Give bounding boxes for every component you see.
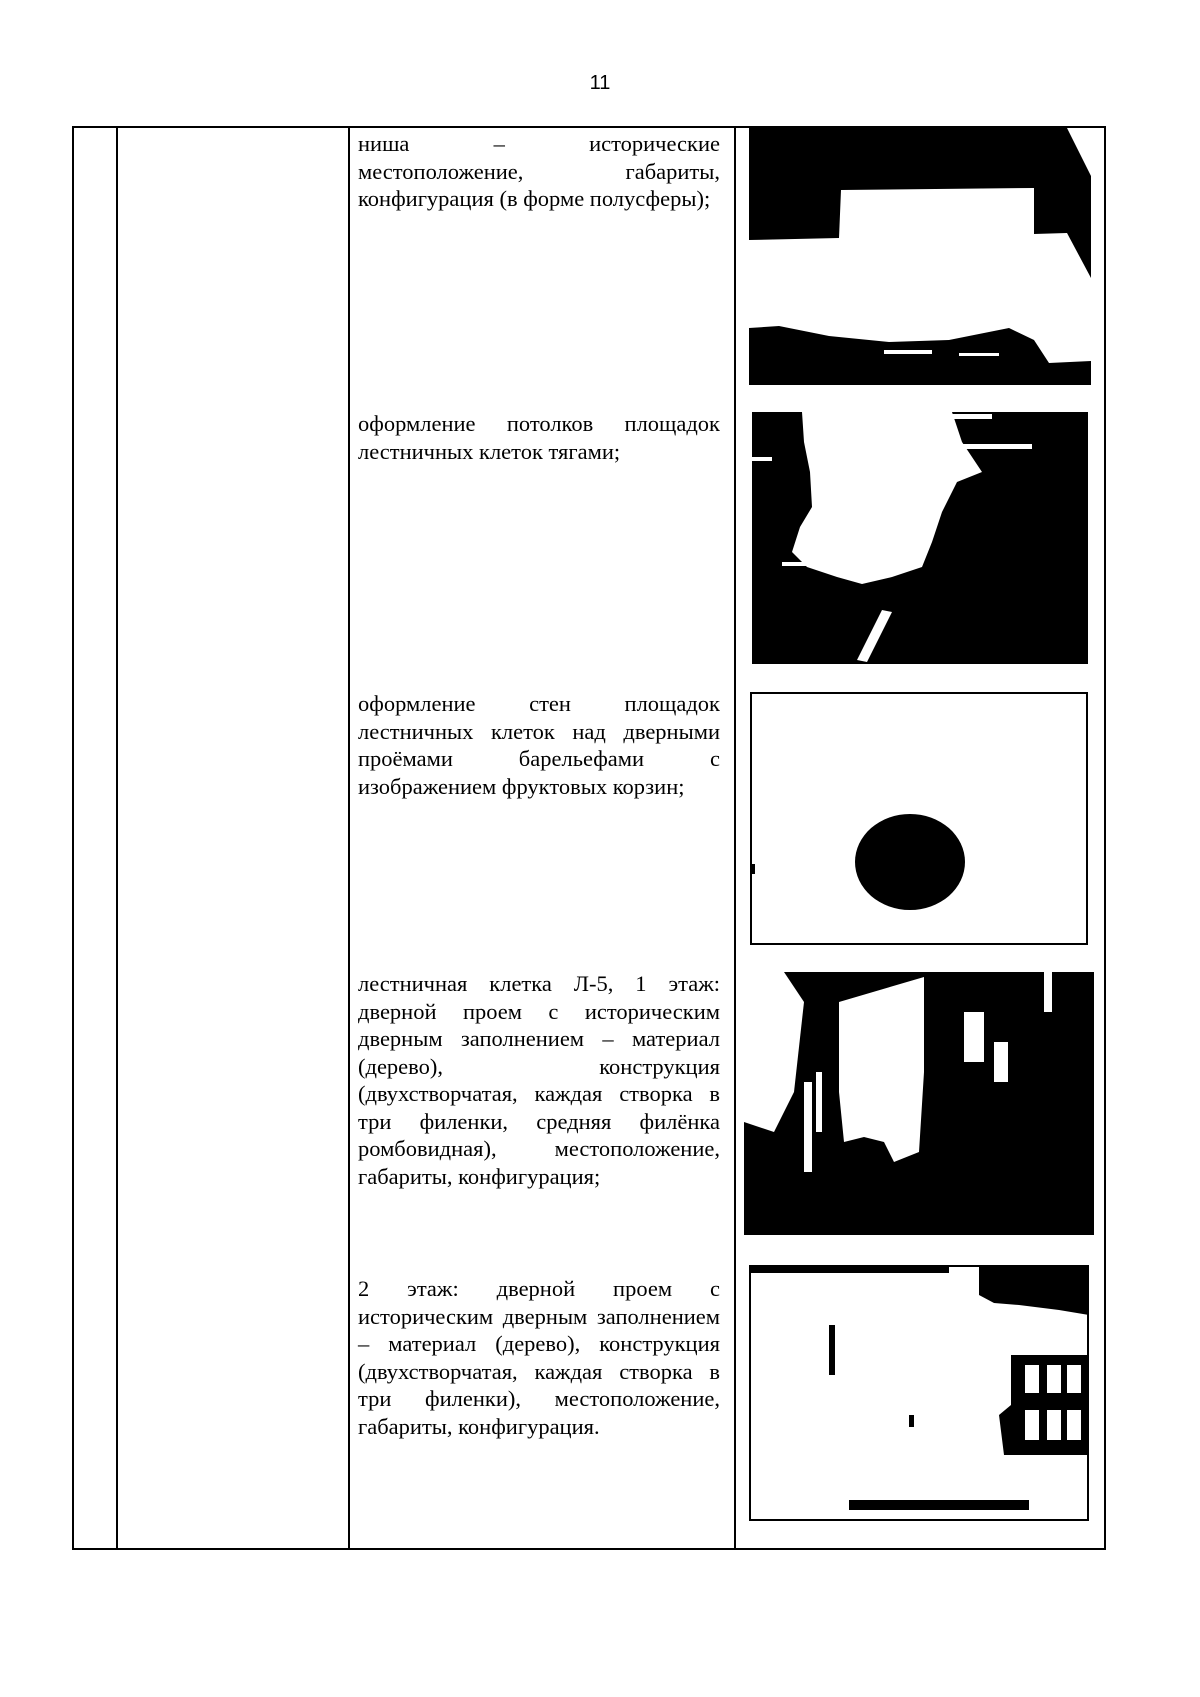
column-divider-3 [734,128,736,1548]
door-floor1-photo [744,972,1094,1235]
column-divider-2 [348,128,350,1548]
page-number: 11 [589,72,611,94]
ceiling-photo [752,412,1088,664]
row-2-description: оформление потолков площадок лестничных клеток тягами; [358,411,720,464]
door-floor2-photo [749,1265,1089,1521]
row-5-description: 2 этаж: дверной проем с историческим дверным заполнением – материал (дерево), конструкция (двухстворчатая, каждая створка в три филенки), местоположение, габариты, конфигурация. [358,1276,720,1439]
row-4-description: лестничная клетка Л-5, 1 этаж: дверной проем с историческим дверным заполнением – материал (дерево), конструкция (двухстворчатая, каждая створка в три филенки, средняя филёнка ромбовидная), местоположение, габариты, конфигурация; [358,971,720,1189]
bas-relief-photo [750,692,1088,945]
niche-photo [749,128,1091,385]
column-divider-1 [116,128,118,1548]
row-3-description: оформление стен площадок лестничных клеток над дверными проёмами барельефами с изображением фруктовых корзин; [358,691,720,799]
row-1-description: ниша – исторические местоположение, габариты, конфигурация (в форме полусферы); [358,131,720,211]
